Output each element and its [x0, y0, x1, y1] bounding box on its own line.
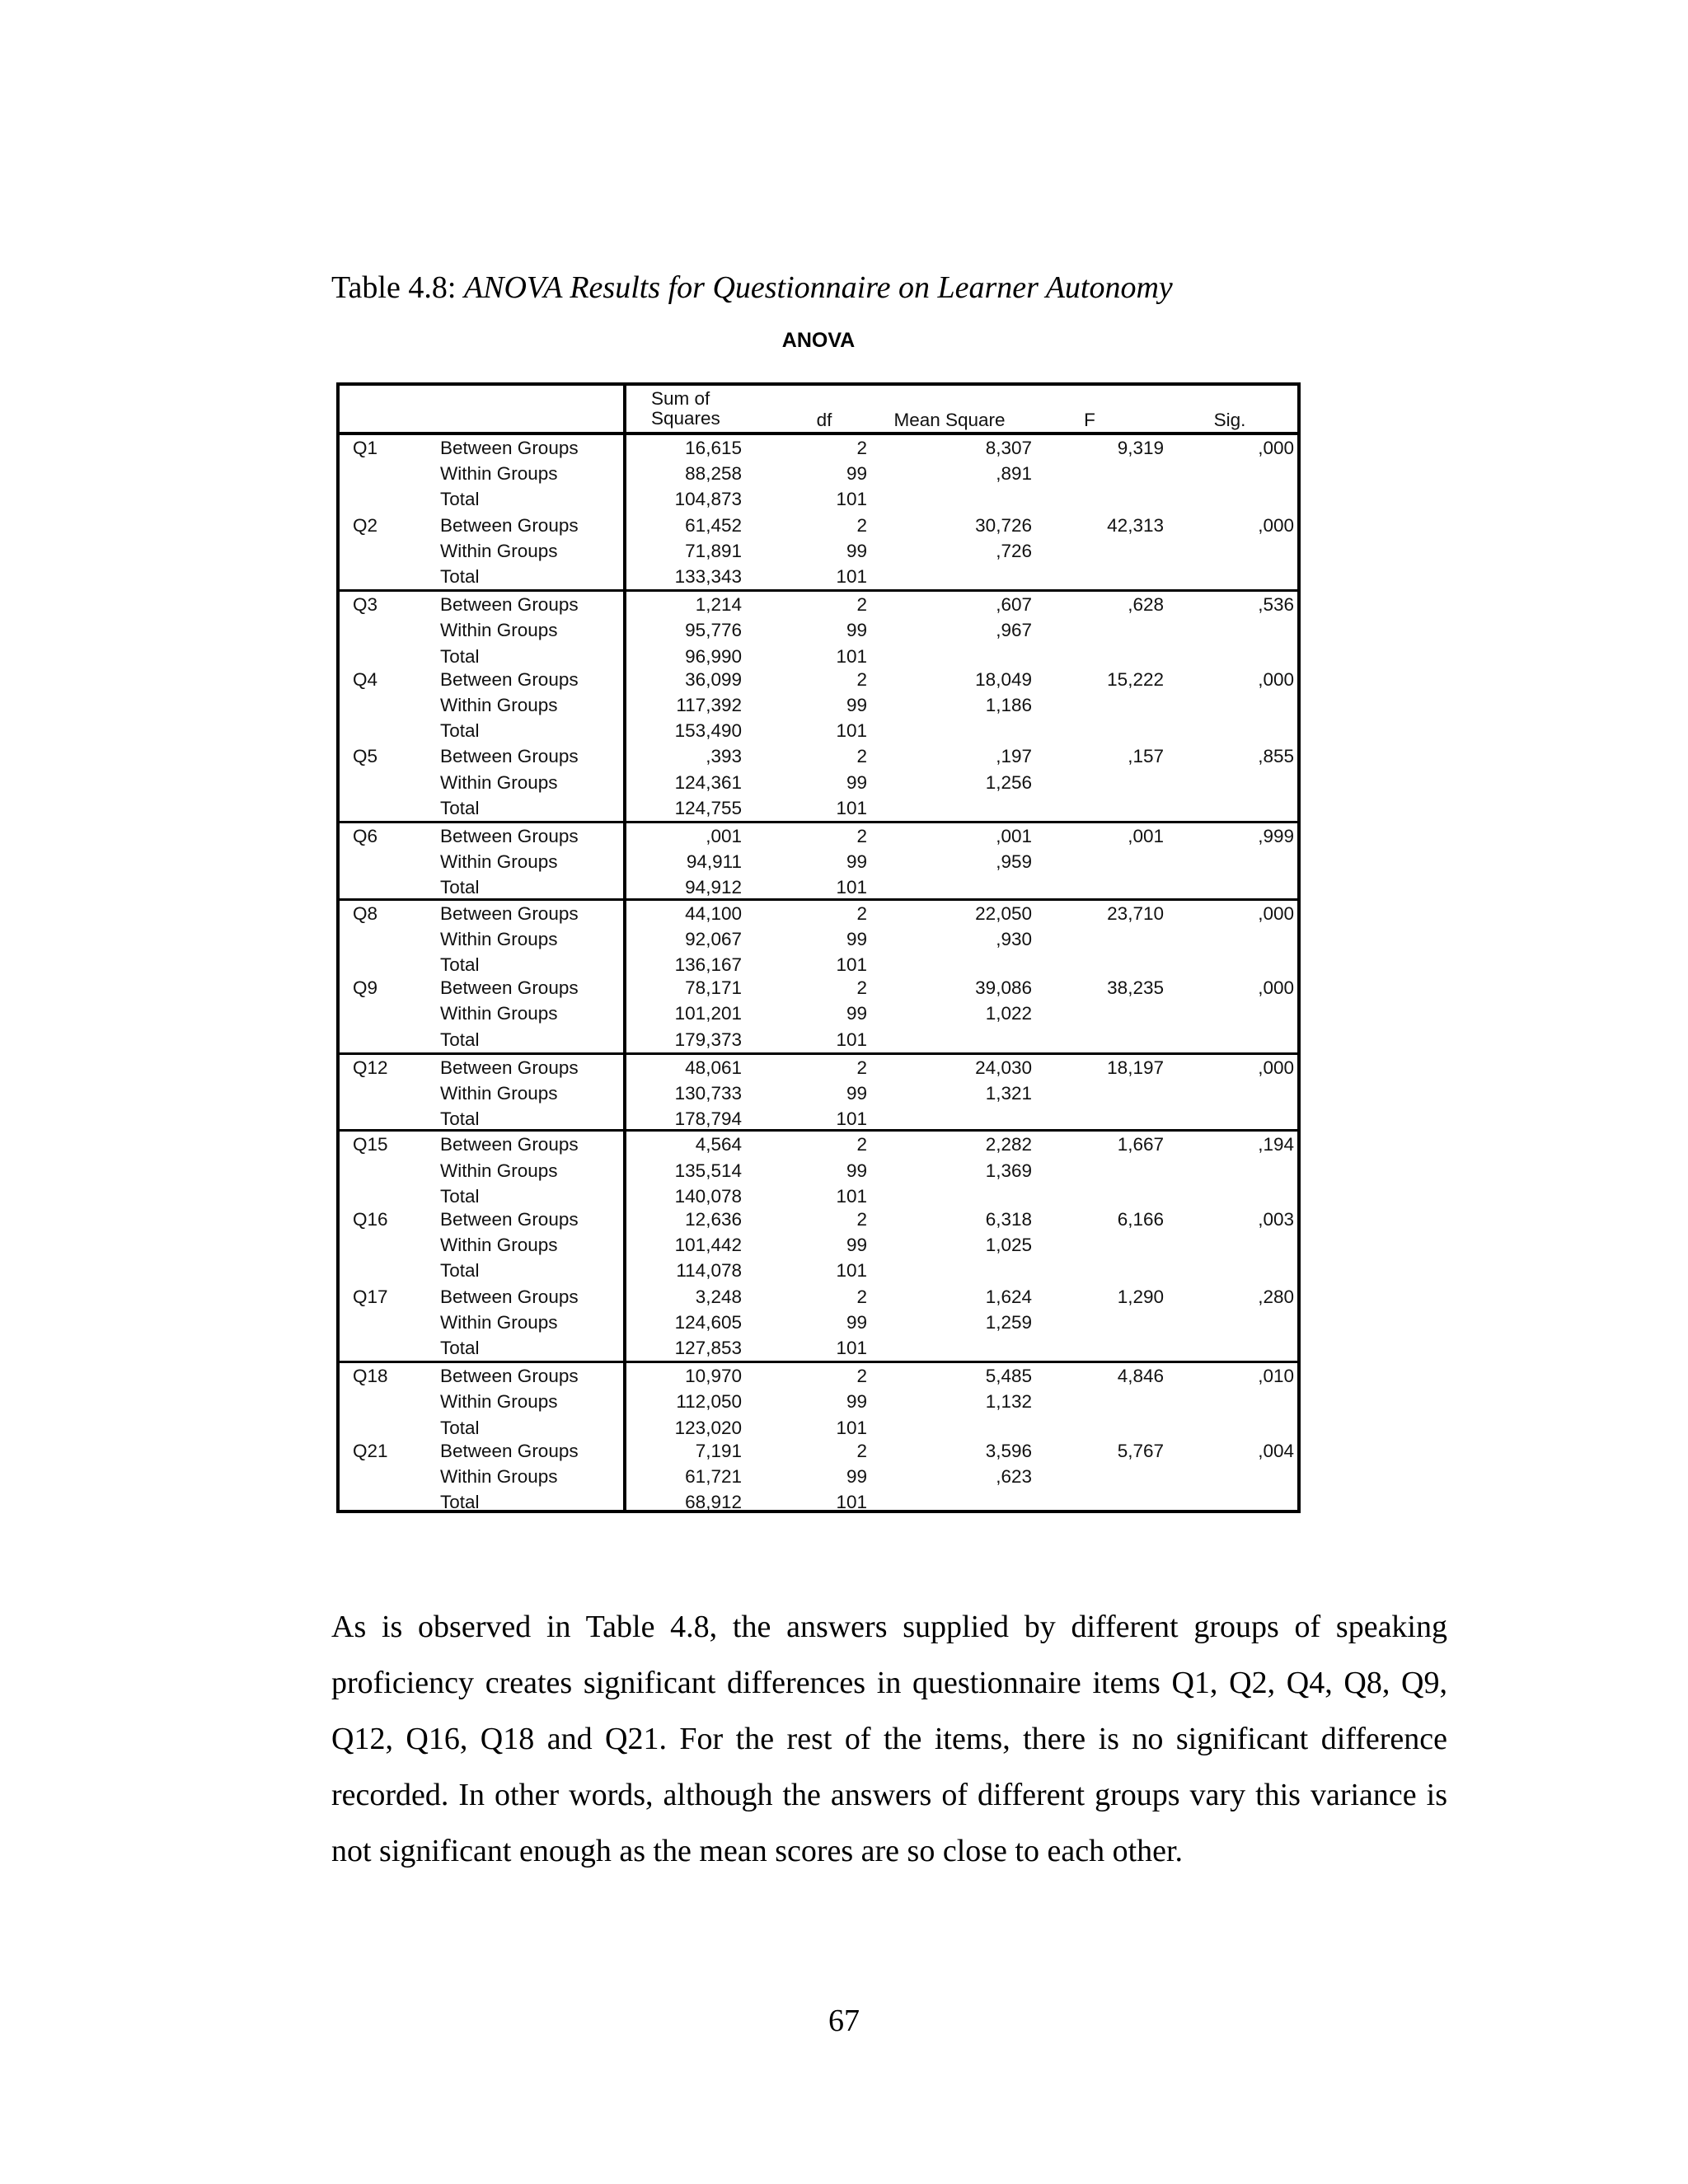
sig-cell: ,000: [1258, 977, 1294, 999]
sum-of-squares-cell: 123,020: [674, 1417, 742, 1438]
mean-square-cell: 8,307: [985, 438, 1032, 458]
mean-square-cell: ,607: [996, 594, 1032, 616]
source-cell: Between Groups: [440, 746, 579, 767]
df-cell: 2: [856, 594, 867, 616]
df-cell: 99: [846, 1082, 867, 1104]
header-sig: Sig.: [1213, 410, 1246, 430]
source-cell: Total: [440, 954, 480, 975]
item-label: Q9: [353, 977, 378, 999]
sum-of-squares-cell: 48,061: [685, 1057, 742, 1078]
mean-square-cell: ,930: [996, 928, 1032, 949]
sum-of-squares-cell: 3,248: [695, 1286, 742, 1307]
sig-cell: ,280: [1258, 1286, 1294, 1307]
anova-table: [336, 382, 1301, 1513]
sum-of-squares-cell: 101,442: [674, 1235, 742, 1256]
source-cell: Within Groups: [440, 771, 558, 793]
mean-square-cell: 24,030: [975, 1057, 1032, 1078]
df-cell: 2: [856, 1366, 867, 1387]
df-cell: 2: [856, 825, 867, 846]
mean-square-cell: 3,596: [985, 1440, 1032, 1461]
df-cell: 99: [846, 1003, 867, 1024]
sum-of-squares-cell: 92,067: [685, 928, 742, 949]
sum-of-squares-cell: 7,191: [695, 1440, 742, 1461]
df-cell: 99: [846, 851, 867, 873]
df-cell: 2: [856, 1057, 867, 1078]
f-value-cell: 38,235: [1107, 977, 1164, 999]
sig-cell: ,855: [1258, 746, 1294, 767]
item-label: Q16: [353, 1208, 388, 1230]
sum-of-squares-cell: 178,794: [674, 1108, 742, 1130]
item-label: Q5: [353, 746, 378, 767]
item-label: Q15: [353, 1134, 388, 1155]
table-row-group: [340, 435, 1297, 513]
source-cell: Within Groups: [440, 1391, 558, 1413]
df-cell: 101: [836, 1108, 867, 1130]
mean-square-cell: 2,282: [985, 1134, 1032, 1155]
sum-of-squares-cell: 136,167: [674, 954, 742, 975]
source-cell: Within Groups: [440, 1235, 558, 1256]
df-cell: 101: [836, 1492, 867, 1513]
df-cell: 2: [856, 1134, 867, 1155]
df-cell: 101: [836, 954, 867, 975]
table-row-group: [340, 1284, 1297, 1361]
f-value-cell: 18,197: [1107, 1057, 1164, 1078]
source-cell: Between Groups: [440, 825, 579, 846]
sum-of-squares-cell: 94,912: [685, 877, 742, 898]
f-value-cell: 5,767: [1117, 1440, 1164, 1461]
f-value-cell: 9,319: [1117, 438, 1164, 458]
sum-of-squares-cell: 95,776: [685, 620, 742, 641]
sig-cell: ,536: [1258, 594, 1294, 616]
item-label: Q8: [353, 902, 378, 924]
sum-of-squares-cell: 94,911: [686, 851, 742, 873]
sum-of-squares-cell: 68,912: [685, 1492, 742, 1513]
table-row-group: [340, 1207, 1297, 1284]
sum-of-squares-cell: ,001: [706, 825, 742, 846]
df-cell: 2: [856, 977, 867, 999]
sig-cell: ,000: [1258, 438, 1294, 458]
sig-cell: ,999: [1258, 825, 1294, 846]
df-cell: 101: [836, 1029, 867, 1050]
source-cell: Total: [440, 1260, 480, 1282]
sum-of-squares-cell: 4,564: [695, 1134, 742, 1155]
df-cell: 101: [836, 720, 867, 742]
sum-of-squares-cell: 135,514: [674, 1160, 742, 1181]
header-mean-square: Mean Square: [893, 410, 1006, 430]
source-cell: Between Groups: [440, 594, 579, 616]
source-cell: Within Groups: [440, 463, 558, 485]
source-cell: Within Groups: [440, 1160, 558, 1181]
df-cell: 2: [856, 746, 867, 767]
source-cell: Between Groups: [440, 514, 579, 536]
sum-of-squares-cell: 117,392: [676, 694, 742, 715]
f-value-cell: ,628: [1128, 594, 1164, 616]
sum-of-squares-cell: 130,733: [674, 1082, 742, 1104]
source-cell: Total: [440, 565, 480, 587]
df-cell: 2: [856, 438, 867, 458]
mean-square-cell: 5,485: [985, 1366, 1032, 1387]
table-row-group: [340, 898, 1297, 976]
item-label: Q3: [353, 594, 378, 616]
sum-of-squares-cell: 127,853: [674, 1337, 742, 1358]
df-cell: 99: [846, 620, 867, 641]
item-label: Q17: [353, 1286, 388, 1307]
f-value-cell: 1,667: [1117, 1134, 1164, 1155]
sig-cell: ,194: [1258, 1134, 1294, 1155]
source-cell: Total: [440, 1337, 480, 1358]
df-cell: 101: [836, 877, 867, 898]
item-label: Q2: [353, 514, 378, 536]
df-cell: 99: [846, 1235, 867, 1256]
f-value-cell: ,001: [1128, 825, 1164, 846]
mean-square-cell: 1,025: [985, 1235, 1032, 1256]
df-cell: 99: [846, 540, 867, 561]
df-cell: 99: [846, 1391, 867, 1413]
sig-cell: ,010: [1258, 1366, 1294, 1387]
sum-of-squares-cell: 61,721: [685, 1465, 742, 1487]
caption-label: Table 4.8:: [331, 270, 464, 305]
f-value-cell: ,157: [1128, 746, 1164, 767]
source-cell: Total: [440, 797, 480, 818]
mean-square-cell: 1,132: [985, 1391, 1032, 1413]
source-cell: Between Groups: [440, 1208, 579, 1230]
sig-cell: ,000: [1258, 514, 1294, 536]
source-cell: Within Groups: [440, 851, 558, 873]
item-label: Q1: [353, 438, 378, 458]
df-cell: 99: [846, 771, 867, 793]
mean-square-cell: 1,259: [985, 1311, 1032, 1333]
table-header: [340, 386, 1297, 435]
table-caption: [331, 268, 1485, 307]
df-cell: 101: [836, 1417, 867, 1438]
table-row-group: [340, 743, 1297, 821]
source-cell: Between Groups: [440, 902, 579, 924]
sum-of-squares-cell: 124,605: [674, 1311, 742, 1333]
df-cell: 101: [836, 1337, 867, 1358]
source-cell: Between Groups: [440, 668, 579, 690]
f-value-cell: 23,710: [1107, 902, 1164, 924]
mean-square-cell: 1,624: [985, 1286, 1032, 1307]
item-label: Q4: [353, 668, 378, 690]
sum-of-squares-cell: 78,171: [685, 977, 742, 999]
header-f: F: [1084, 410, 1095, 430]
header-df: df: [816, 410, 832, 430]
source-cell: Total: [440, 1029, 480, 1050]
source-cell: Within Groups: [440, 928, 558, 949]
sum-of-squares-cell: 124,755: [674, 797, 742, 818]
f-value-cell: 6,166: [1117, 1208, 1164, 1230]
source-cell: Within Groups: [440, 1082, 558, 1104]
mean-square-cell: 1,022: [985, 1003, 1032, 1024]
sum-of-squares-cell: 153,490: [674, 720, 742, 742]
anova-table-title: ANOVA: [781, 329, 856, 352]
mean-square-cell: ,623: [996, 1465, 1032, 1487]
df-cell: 2: [856, 1208, 867, 1230]
mean-square-cell: ,891: [996, 463, 1032, 485]
table-row-group: [340, 589, 1297, 667]
mean-square-cell: ,197: [996, 746, 1032, 767]
sum-of-squares-cell: 44,100: [685, 902, 742, 924]
f-value-cell: 1,290: [1117, 1286, 1164, 1307]
source-cell: Between Groups: [440, 977, 579, 999]
df-cell: 99: [846, 928, 867, 949]
sum-of-squares-cell: 88,258: [685, 463, 742, 485]
source-cell: Between Groups: [440, 1366, 579, 1387]
source-cell: Within Groups: [440, 540, 558, 561]
sig-cell: ,000: [1258, 668, 1294, 690]
sum-of-squares-cell: 124,361: [674, 771, 742, 793]
f-value-cell: 42,313: [1107, 514, 1164, 536]
table-row-group: [340, 1438, 1297, 1516]
sum-of-squares-cell: 71,891: [685, 540, 742, 561]
df-cell: 99: [846, 1465, 867, 1487]
mean-square-cell: ,001: [996, 825, 1032, 846]
item-label: Q21: [353, 1440, 388, 1461]
source-cell: Between Groups: [440, 1440, 579, 1461]
source-cell: Within Groups: [440, 620, 558, 641]
sig-cell: ,004: [1258, 1440, 1294, 1461]
source-cell: Within Groups: [440, 694, 558, 715]
sig-cell: ,000: [1258, 902, 1294, 924]
df-cell: 101: [836, 489, 867, 510]
mean-square-cell: 1,369: [985, 1160, 1032, 1181]
source-cell: Total: [440, 1492, 480, 1513]
sum-of-squares-cell: 104,873: [674, 489, 742, 510]
mean-square-cell: 22,050: [975, 902, 1032, 924]
f-value-cell: 15,222: [1107, 668, 1164, 690]
mean-square-cell: 1,321: [985, 1082, 1032, 1104]
sum-of-squares-cell: 101,201: [674, 1003, 742, 1024]
source-cell: Total: [440, 720, 480, 742]
df-cell: 99: [846, 1311, 867, 1333]
df-cell: 99: [846, 1160, 867, 1181]
table-row-group: [340, 1129, 1297, 1207]
source-cell: Total: [440, 1417, 480, 1438]
sum-of-squares-cell: 61,452: [685, 514, 742, 536]
table-row-group: [340, 821, 1297, 898]
source-cell: Within Groups: [440, 1311, 558, 1333]
table-body: [340, 435, 1297, 1515]
sum-of-squares-cell: 10,970: [685, 1366, 742, 1387]
mean-square-cell: ,959: [996, 851, 1032, 873]
page-number: 67: [828, 2004, 860, 2038]
source-cell: Between Groups: [440, 1057, 579, 1078]
sum-of-squares-cell: 140,078: [674, 1185, 742, 1207]
df-cell: 101: [836, 1260, 867, 1282]
sum-of-squares-cell: 112,050: [676, 1391, 742, 1413]
source-cell: Between Groups: [440, 1134, 579, 1155]
sig-cell: ,003: [1258, 1208, 1294, 1230]
mean-square-cell: 30,726: [975, 514, 1032, 536]
source-cell: Within Groups: [440, 1003, 558, 1024]
df-cell: 2: [856, 1286, 867, 1307]
df-cell: 99: [846, 463, 867, 485]
table-row-group: [340, 667, 1297, 744]
table-row-group: [340, 1361, 1297, 1438]
mean-square-cell: ,726: [996, 540, 1032, 561]
item-label: Q12: [353, 1057, 388, 1078]
sum-of-squares-cell: 133,343: [674, 565, 742, 587]
item-label: Q6: [353, 825, 378, 846]
f-value-cell: 4,846: [1117, 1366, 1164, 1387]
mean-square-cell: 18,049: [975, 668, 1032, 690]
source-cell: Total: [440, 1108, 480, 1130]
sum-of-squares-cell: 114,078: [676, 1260, 742, 1282]
mean-square-cell: 39,086: [975, 977, 1032, 999]
source-cell: Total: [440, 877, 480, 898]
source-cell: Total: [440, 645, 480, 667]
source-cell: Between Groups: [440, 1286, 579, 1307]
caption-title: ANOVA Results for Questionnaire on Learner Autonomy: [463, 270, 1173, 305]
sum-of-squares-cell: ,393: [706, 746, 742, 767]
table-row-group: [340, 1052, 1297, 1130]
df-cell: 99: [846, 694, 867, 715]
source-cell: Total: [440, 489, 480, 510]
body-paragraph: As is observed in Table 4.8, the answers supplied by different groups of speaking proficiency creates significant differences in questionnaire items Q1, Q2, Q4, Q8, Q9, Q12, Q16, Q18 and Q21. For the rest of the items, there is no significant difference recorded. In other words, although the answers of different groups vary this variance is not significant enough as the mean scores are so close to each other.: [331, 1610, 1447, 1868]
df-cell: 2: [856, 902, 867, 924]
mean-square-cell: ,967: [996, 620, 1032, 641]
table-row-group: [340, 513, 1297, 590]
df-cell: 2: [856, 514, 867, 536]
sig-cell: ,000: [1258, 1057, 1294, 1078]
df-cell: 101: [836, 1185, 867, 1207]
source-cell: Within Groups: [440, 1465, 558, 1487]
source-cell: Between Groups: [440, 438, 579, 458]
sum-of-squares-cell: 36,099: [685, 668, 742, 690]
header-sum-of-squares: Sum of Squares: [651, 388, 720, 429]
df-cell: 2: [856, 1440, 867, 1461]
sum-of-squares-cell: 12,636: [685, 1208, 742, 1230]
table-row-group: [340, 975, 1297, 1052]
sum-of-squares-cell: 1,214: [695, 594, 742, 616]
item-label: Q18: [353, 1366, 388, 1387]
source-cell: Total: [440, 1185, 480, 1207]
df-cell: 2: [856, 668, 867, 690]
df-cell: 101: [836, 645, 867, 667]
df-cell: 101: [836, 797, 867, 818]
df-cell: 101: [836, 565, 867, 587]
sum-of-squares-cell: 179,373: [674, 1029, 742, 1050]
mean-square-cell: 1,186: [985, 694, 1032, 715]
sum-of-squares-cell: 96,990: [685, 645, 742, 667]
sum-of-squares-cell: 16,615: [685, 438, 742, 458]
mean-square-cell: 1,256: [985, 771, 1032, 793]
mean-square-cell: 6,318: [985, 1208, 1032, 1230]
